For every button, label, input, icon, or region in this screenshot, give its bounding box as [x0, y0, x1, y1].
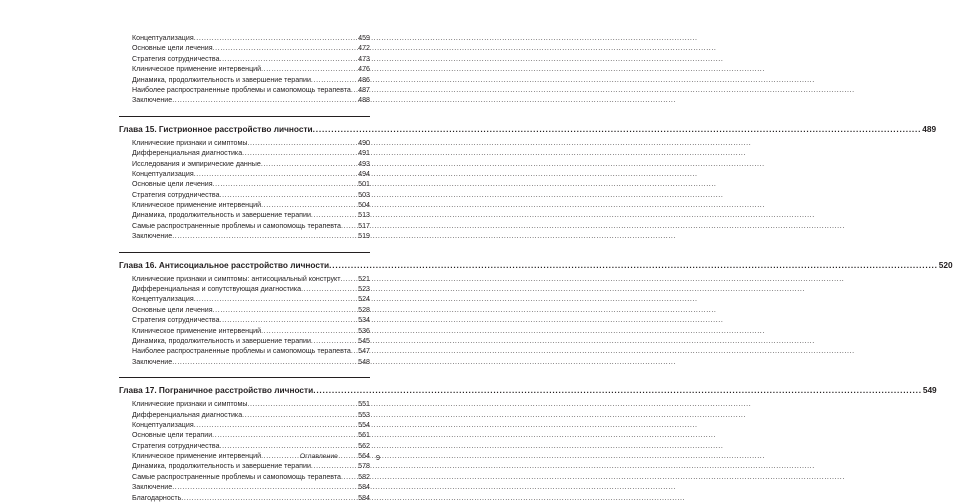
toc-entry[interactable]	[119, 315, 370, 325]
dot-leader	[172, 482, 357, 492]
toc-entry-title: Клинические признаки и симптомы: антисоциальный конструкт	[132, 274, 341, 283]
toc-entry[interactable]	[119, 33, 370, 43]
dot-leader	[172, 357, 357, 367]
toc-entry-title: Дифференциальная диагностика	[132, 410, 243, 419]
dot-leader	[172, 231, 357, 241]
dot-leader	[311, 210, 357, 220]
dot-leader	[220, 315, 358, 325]
chapter-title: Глава 15. Гистрионное расстройство личности	[119, 123, 313, 134]
toc-entry-page: 524	[358, 295, 370, 304]
toc-entry[interactable]	[119, 221, 370, 231]
toc-entry[interactable]	[119, 43, 370, 53]
dot-leader	[172, 95, 357, 105]
dot-leader	[181, 493, 357, 503]
toc-entry-page: 548	[358, 357, 370, 366]
chapter-page: 489	[922, 123, 937, 134]
toc-entry-title: Концептуализация	[132, 169, 194, 178]
dot-leader	[247, 399, 357, 409]
toc-entry[interactable]	[119, 148, 370, 158]
page-footer	[300, 453, 380, 462]
dot-leader	[261, 64, 357, 74]
dot-leader	[194, 294, 357, 304]
toc-entry-page: 554	[358, 420, 370, 429]
toc-entry-page: 564	[358, 452, 370, 461]
dot-leader	[261, 159, 357, 169]
toc-entry-title: Дифференциальная и сопутствующая диагностика	[132, 285, 302, 294]
toc-entry-page: 584	[358, 493, 370, 502]
dot-leader	[313, 384, 922, 397]
toc-entry[interactable]	[119, 305, 370, 315]
toc-entry-page: 504	[358, 201, 370, 210]
toc-entry-page: 517	[358, 221, 370, 230]
dot-leader	[220, 54, 358, 64]
chapter-heading[interactable]	[119, 116, 937, 136]
dot-leader	[220, 190, 358, 200]
toc-entry-page: 491	[358, 149, 370, 158]
dot-leader	[311, 75, 357, 85]
toc-entry[interactable]	[119, 493, 370, 503]
toc-intro-section	[119, 33, 370, 106]
toc-entry-title: Самые распространенные проблемы и самопомощь терапевта	[132, 472, 341, 481]
dot-leader	[301, 284, 357, 294]
toc-entry[interactable]	[119, 75, 370, 85]
toc-entry-title: Клиническое применение интервенций	[132, 452, 262, 461]
toc-entry-title: Благодарность	[132, 493, 182, 502]
dot-leader	[261, 326, 357, 336]
toc-entry-page: 501	[358, 180, 370, 189]
chapter-title: Глава 16. Антисоциальное расстройство личности	[119, 259, 330, 270]
toc-entry-page: 534	[358, 316, 370, 325]
toc-entry-title: Основные цели лечения	[132, 305, 213, 314]
toc-entry[interactable]	[119, 85, 370, 95]
toc-entry[interactable]	[119, 399, 370, 409]
toc-entry-title: Стратегия сотрудничества	[132, 54, 220, 63]
toc-entry-page: 459	[358, 33, 370, 42]
toc-entry-title: Стратегия сотрудничества	[132, 316, 220, 325]
toc-entry[interactable]	[119, 284, 370, 294]
toc-entry-page: 582	[358, 472, 370, 481]
toc-entry-title: Клиническое применение интервенций	[132, 201, 262, 210]
toc-entry-title: Концептуализация	[132, 33, 194, 42]
dot-leader	[329, 259, 938, 272]
toc-entry-page: 561	[358, 431, 370, 440]
toc-entry-page: 545	[358, 336, 370, 345]
toc-entry-page: 547	[358, 347, 370, 356]
toc-entry-page: 513	[358, 211, 370, 220]
dot-leader	[194, 169, 357, 179]
toc-entry-page: 578	[358, 462, 370, 471]
dot-leader	[220, 441, 358, 451]
toc-entry[interactable]	[119, 159, 370, 169]
chapter-page: 520	[938, 259, 953, 270]
dot-leader	[313, 123, 922, 136]
toc-entry[interactable]	[119, 231, 370, 241]
toc-entry-title: Концептуализация	[132, 295, 194, 304]
toc-entry-title: Динамика, продолжительность и завершение терапии	[132, 336, 311, 345]
dot-leader	[242, 148, 357, 158]
toc-entry-title: Клинические признаки и симптомы	[132, 138, 248, 147]
toc-entry-page: 551	[358, 400, 370, 409]
dot-leader	[194, 33, 357, 43]
toc-entry-title: Концептуализация	[132, 420, 194, 429]
toc-entry-page: 528	[358, 305, 370, 314]
dot-leader	[341, 221, 357, 231]
chapter-heading[interactable]	[119, 252, 953, 272]
toc-entry-page: 490	[358, 138, 370, 147]
toc-entry-page: 519	[358, 232, 370, 241]
toc-entry[interactable]	[119, 472, 370, 482]
toc-entry[interactable]	[119, 190, 370, 200]
toc-entry-title: Динамика, продолжительность и завершение терапии	[132, 462, 311, 471]
toc-entry-title: Дифференциальная диагностика	[132, 149, 243, 158]
toc-entry-page: 487	[358, 85, 370, 94]
toc-entry-title: Исследования и эмпирические данные	[132, 159, 261, 168]
toc-entry-page: 562	[358, 441, 370, 450]
toc-entry-page: 503	[358, 190, 370, 199]
toc-entry-title: Заключение	[132, 483, 173, 492]
toc-entry[interactable]	[119, 482, 370, 492]
toc-entry-page: 472	[358, 44, 370, 53]
toc-entry-page: 584	[358, 483, 370, 492]
toc-entry-title: Заключение	[132, 96, 173, 105]
toc-entry-page: 486	[358, 75, 370, 84]
toc-entry[interactable]	[119, 210, 370, 220]
toc-entry[interactable]	[119, 326, 370, 336]
toc-entry[interactable]	[119, 420, 370, 430]
toc-entry-page: 493	[358, 159, 370, 168]
toc-entry[interactable]	[119, 200, 370, 210]
toc-entry-title: Динамика, продолжительность и завершение терапии	[132, 75, 311, 84]
toc-entry-title: Заключение	[132, 357, 173, 366]
dot-leader	[311, 461, 357, 471]
toc-entry-page: 521	[358, 274, 370, 283]
toc-entry[interactable]	[119, 274, 370, 284]
toc-entry-page: 494	[358, 169, 370, 178]
dot-leader	[341, 472, 357, 482]
toc-entry-title: Заключение	[132, 232, 173, 241]
running-footer-title: Оглавление	[300, 453, 338, 460]
toc-entry-title: Динамика, продолжительность и завершение терапии	[132, 211, 311, 220]
toc-entry-page: 473	[358, 54, 370, 63]
toc-entry-title: Основные цели терапии	[132, 431, 213, 440]
toc-entry-page: 523	[358, 285, 370, 294]
toc-entry[interactable]	[119, 410, 370, 420]
toc-entry-title: Основные цели лечения	[132, 44, 213, 53]
toc-entry-title: Клинические признаки и симптомы	[132, 400, 248, 409]
toc-entry[interactable]	[119, 346, 370, 356]
toc-entry-title: Наиболее распространенные проблемы и самопомощь терапевта	[132, 85, 351, 94]
toc-entry[interactable]	[119, 138, 370, 148]
toc-entry-title: Клиническое применение интервенций	[132, 326, 262, 335]
chapter-page: 549	[922, 385, 937, 396]
table-of-contents	[119, 33, 953, 503]
toc-entry[interactable]	[119, 64, 370, 74]
toc-entry[interactable]	[119, 169, 370, 179]
dot-leader	[311, 336, 357, 346]
toc-entry-page: 488	[358, 96, 370, 105]
dot-leader	[213, 179, 358, 189]
chapter-title: Глава 17. Пограничное расстройство личности	[119, 385, 314, 396]
toc-entry[interactable]	[119, 54, 370, 64]
toc-chapters	[119, 116, 953, 503]
dot-leader	[194, 420, 357, 430]
toc-entry[interactable]	[119, 95, 370, 105]
dot-leader	[247, 138, 357, 148]
dot-leader	[213, 43, 358, 53]
toc-entry-page: 476	[358, 65, 370, 74]
toc-entry[interactable]	[119, 441, 370, 451]
dot-leader	[242, 410, 357, 420]
toc-entry-title: Стратегия сотрудничества	[132, 190, 220, 199]
toc-entry-title: Основные цели лечения	[132, 180, 213, 189]
toc-entry-page: 536	[358, 326, 370, 335]
dot-leader	[213, 305, 358, 315]
toc-entry[interactable]	[119, 294, 370, 304]
dot-leader	[340, 274, 357, 284]
toc-entry[interactable]	[119, 357, 370, 367]
toc-entry[interactable]	[119, 430, 370, 440]
toc-entry-title: Клиническое применение интервенций	[132, 65, 262, 74]
dot-leader	[261, 200, 357, 210]
toc-entry-title: Наиболее распространенные проблемы и самопомощь терапевта	[132, 347, 351, 356]
page-number: 9	[375, 453, 380, 462]
toc-entry[interactable]	[119, 179, 370, 189]
chapter-heading[interactable]	[119, 377, 937, 397]
dot-leader	[212, 430, 357, 440]
toc-entry[interactable]	[119, 336, 370, 346]
toc-entry-title: Стратегия сотрудничества	[132, 441, 220, 450]
toc-entry-page: 553	[358, 410, 370, 419]
toc-entry[interactable]	[119, 462, 370, 472]
toc-entry-title: Самые распространенные проблемы и самопомощь терапевта	[132, 221, 341, 230]
